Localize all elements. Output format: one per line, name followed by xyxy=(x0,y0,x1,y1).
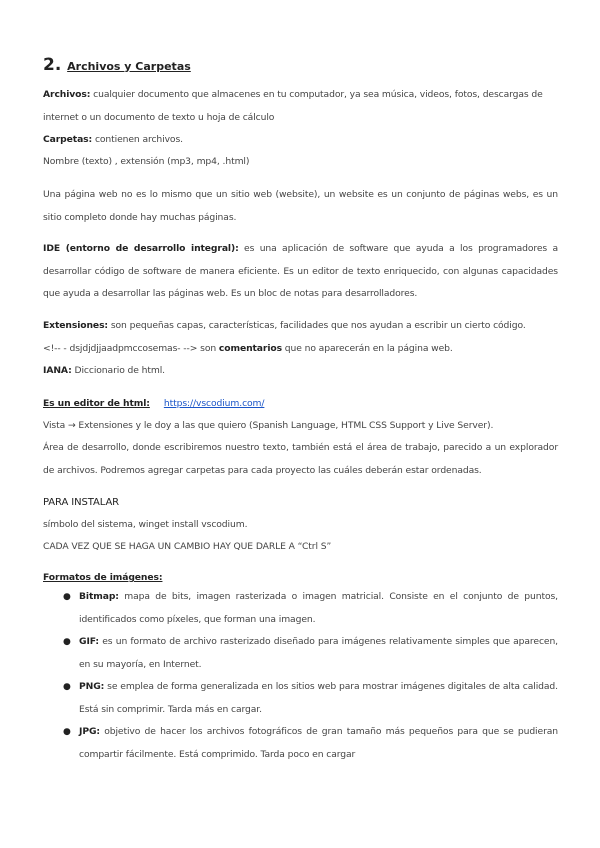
iana-text: Diccionario de html. xyxy=(71,365,165,376)
section-number: 2. xyxy=(43,55,62,75)
archivos-text: cualquier documento que almacenes en tu computador, ya sea música, videos, fotos, descargas de internet o un documento de texto u hoja de cálculo xyxy=(43,89,543,123)
bitmap-text: mapa de bits, imagen rasterizada o imagen matricial. Consiste en el conjunto de puntos, identificados como píxeles, que forman una imagen. xyxy=(79,591,558,625)
web-paragraph: Una página web no es lo mismo que un sitio web (website), un website es un conjunto de páginas webs, es un sitio completo donde hay muchas páginas. xyxy=(43,189,558,223)
list-item-jpg xyxy=(43,721,558,766)
carpetas-paragraph xyxy=(43,129,558,152)
archivos-paragraph xyxy=(43,84,558,129)
comentarios-before: <!-- - dsjdjdjjaadpmccosemas- --> son xyxy=(43,343,219,354)
instalar-heading-text: PARA INSTALAR xyxy=(43,497,120,508)
gif-text: es un formato de archivo rasterizado diseñado para imágenes relativamente simples que aparecen, en su mayoría, en Internet. xyxy=(79,636,558,670)
nombre-line: Nombre (texto) , extensión (mp3, mp4, .html) xyxy=(43,156,250,167)
png-label: PNG: xyxy=(79,681,105,692)
vista-line: Vista → Extensiones y le doy a las que quiero (Spanish Language, HTML CSS Support y Live Server). xyxy=(43,420,494,431)
vscodium-link[interactable]: https://vscodium.com/ xyxy=(163,398,265,409)
instalar-line-2: CADA VEZ QUE SE HAGA UN CAMBIO HAY QUE DARLE A “Ctrl S” xyxy=(43,541,332,552)
extensiones-paragraph xyxy=(43,315,558,338)
comentarios-line xyxy=(43,338,558,361)
list-item-gif xyxy=(43,631,558,676)
ide-text: es una aplicación de software que ayuda a los programadores a desarrollar código de software de manera eficiente. Es un editor de texto enriquecido, con algunas capacidades que ayuda a desarrollar las páginas web. Es un bloc de notas para desarrolladores. xyxy=(43,243,558,299)
ide-label: IDE (entorno de desarrollo integral): xyxy=(43,243,239,254)
carpetas-label: Carpetas: xyxy=(43,134,93,145)
ide-paragraph xyxy=(43,238,558,306)
gif-label: GIF: xyxy=(79,636,100,647)
bullet-icon: ● xyxy=(63,592,71,602)
instalar-line-1: símbolo del sistema, winget install vscodium. xyxy=(43,519,248,530)
section-title: Archivos y Carpetas xyxy=(67,60,191,73)
extensiones-label: Extensiones: xyxy=(43,320,109,331)
instalar-heading xyxy=(43,492,558,515)
png-text: se emplea de forma generalizada en los sitios web para mostrar imágenes digitales de alta calidad. Está sin comprimir. Tarda más en cargar. xyxy=(79,681,558,715)
formatos-list xyxy=(43,586,558,766)
jpg-label: JPG: xyxy=(79,726,100,737)
section-heading xyxy=(43,55,191,75)
iana-line xyxy=(43,360,558,383)
bitmap-label: Bitmap: xyxy=(79,591,119,602)
bullet-icon: ● xyxy=(63,682,71,692)
carpetas-text: contienen archivos. xyxy=(92,134,183,145)
list-item-png xyxy=(43,676,558,721)
formatos-heading-text: Formatos de imágenes: xyxy=(43,572,163,583)
iana-label: IANA: xyxy=(43,365,72,376)
area-paragraph: Área de desarrollo, donde escribiremos nuestro texto, también está el área de trabajo, parecido a un explorador de archivos. Podremos agregar carpetas para cada proyecto las cuáles deberán estar ordenadas. xyxy=(43,442,558,476)
archivos-label: Archivos: xyxy=(43,89,91,100)
editor-line xyxy=(43,393,558,416)
jpg-text: objetivo de hacer los archivos fotográficos de gran tamaño más pequeños para que se pudieran compartir fácilmente. Está comprimido. Tarda poco en cargar xyxy=(79,726,558,760)
extensiones-text: son pequeñas capas, características, facilidades que nos ayudan a escribir un cierto código. xyxy=(108,320,526,331)
bullet-icon: ● xyxy=(63,637,71,647)
comentarios-after: que no aparecerán en la página web. xyxy=(281,343,453,354)
list-item-bitmap xyxy=(43,586,558,631)
comentarios-bold: comentarios xyxy=(218,343,282,354)
editor-label: Es un editor de html: xyxy=(43,398,150,409)
bullet-icon: ● xyxy=(63,727,71,737)
